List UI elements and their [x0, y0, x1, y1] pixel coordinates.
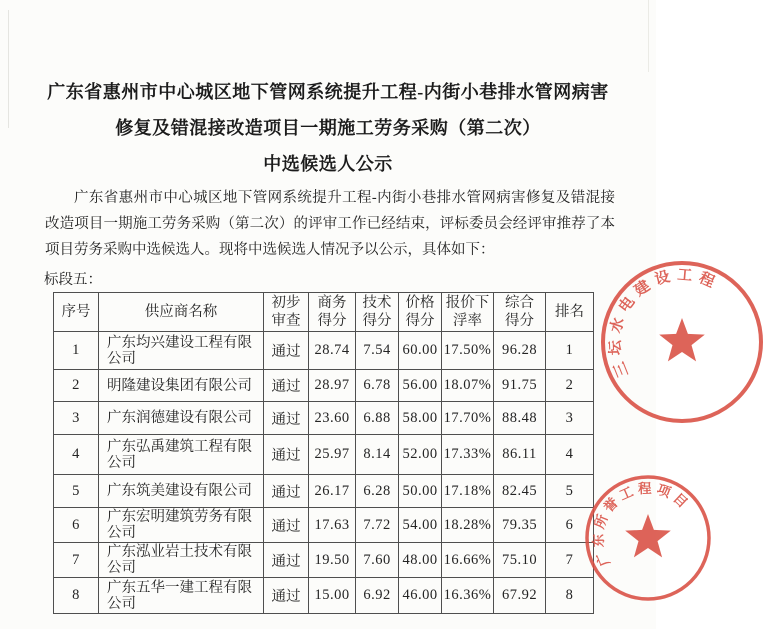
col-header-business-score: 商务 得分: [309, 293, 356, 332]
cell-business: 28.74: [309, 332, 356, 370]
table-row: [54, 543, 594, 578]
table-row: [54, 508, 594, 543]
cell-discount: 16.66%: [442, 543, 494, 578]
cell-rank: 3: [546, 402, 594, 435]
cell-tech: 6.28: [356, 475, 399, 508]
cell-supplier: 广东泓业岩土技术有限公司: [99, 543, 264, 578]
cell-rank: 2: [546, 370, 594, 402]
title-line-3: 中选候选人公示: [263, 154, 393, 174]
cell-supplier: 广东筑美建设有限公司: [99, 475, 264, 508]
cell-price: 54.00: [399, 508, 442, 543]
cell-price: 60.00: [399, 332, 442, 370]
cell-tech: 7.72: [356, 508, 399, 543]
cell-no: 7: [54, 543, 99, 578]
cell-no: 3: [54, 402, 99, 435]
cell-business: 15.00: [309, 578, 356, 614]
page-title: [0, 74, 656, 182]
cell-rank: 6: [546, 508, 594, 543]
cell-business: 28.97: [309, 370, 356, 402]
cell-total: 88.48: [494, 402, 546, 435]
cell-rank: 8: [546, 578, 594, 614]
table-row: [54, 332, 594, 370]
cell-total: 91.75: [494, 370, 546, 402]
score-table: [53, 292, 594, 614]
title-line-2: 修复及错混接改造项目一期施工劳务采购（第二次）: [115, 118, 541, 138]
cell-tech: 8.14: [356, 435, 399, 475]
col-header-no: 序号: [54, 293, 99, 332]
cell-review: 通过: [264, 543, 309, 578]
cell-review: 通过: [264, 508, 309, 543]
cell-discount: 17.33%: [442, 435, 494, 475]
star-icon: [625, 514, 671, 557]
cell-discount: 18.28%: [442, 508, 494, 543]
col-header-total-score: 综合 得分: [494, 293, 546, 332]
scan-edge-line-right: [648, 0, 649, 72]
cell-price: 50.00: [399, 475, 442, 508]
cell-review: 通过: [264, 578, 309, 614]
table-row: [54, 370, 594, 402]
col-header-preliminary-review: 初步 审查: [264, 293, 309, 332]
cell-no: 6: [54, 508, 99, 543]
table-row: [54, 402, 594, 435]
title-line-1: 广东省惠州市中心城区地下管网系统提升工程-内街小巷排水管网病害: [47, 82, 609, 102]
cell-review: 通过: [264, 370, 309, 402]
cell-tech: 6.78: [356, 370, 399, 402]
cell-discount: 17.18%: [442, 475, 494, 508]
cell-review: 通过: [264, 435, 309, 475]
cell-no: 1: [54, 332, 99, 370]
cell-supplier: 广东弘禹建筑工程有限公司: [99, 435, 264, 475]
company-seal-lower: [580, 472, 720, 612]
cell-tech: 7.54: [356, 332, 399, 370]
cell-rank: 4: [546, 435, 594, 475]
col-header-discount-rate: 报价下 浮率: [442, 293, 494, 332]
company-seal-upper: [598, 258, 768, 428]
cell-rank: 7: [546, 543, 594, 578]
cell-no: 8: [54, 578, 99, 614]
cell-total: 75.10: [494, 543, 546, 578]
cell-rank: 5: [546, 475, 594, 508]
col-header-rank: 排名: [546, 293, 594, 332]
table-row: [54, 435, 594, 475]
cell-price: 46.00: [399, 578, 442, 614]
col-header-price-score: 价格 得分: [399, 293, 442, 332]
cell-tech: 7.60: [356, 543, 399, 578]
cell-tech: 6.88: [356, 402, 399, 435]
cell-total: 79.35: [494, 508, 546, 543]
col-header-supplier: 供应商名称: [99, 293, 264, 332]
cell-supplier: 广东宏明建筑劳务有限公司: [99, 508, 264, 543]
svg-text:三坛水电建设工程: [607, 266, 723, 380]
cell-discount: 16.36%: [442, 578, 494, 614]
cell-total: 96.28: [494, 332, 546, 370]
cell-price: 56.00: [399, 370, 442, 402]
cell-total: 86.11: [494, 435, 546, 475]
cell-business: 19.50: [309, 543, 356, 578]
cell-rank: 1: [546, 332, 594, 370]
cell-business: 25.97: [309, 435, 356, 475]
cell-no: 4: [54, 435, 99, 475]
cell-no: 2: [54, 370, 99, 402]
cell-discount: 17.70%: [442, 402, 494, 435]
cell-business: 17.63: [309, 508, 356, 543]
cell-discount: 17.50%: [442, 332, 494, 370]
cell-tech: 6.92: [356, 578, 399, 614]
cell-business: 23.60: [309, 402, 356, 435]
cell-no: 5: [54, 475, 99, 508]
table-header-row: [54, 293, 594, 332]
col-header-technical-score: 技术 得分: [356, 293, 399, 332]
cell-review: 通过: [264, 475, 309, 508]
cell-total: 67.92: [494, 578, 546, 614]
table-row: [54, 475, 594, 508]
intro-paragraph: 广东省惠州市中心城区地下管网系统提升工程-内街小巷排水管网病害修复及错混接改造项目一期施工劳务采购（第二次）的评审工作已经结束，评标委员会经评审推荐了本项目劳务采购中选候选人。现将中选候选人情况予以公示，具体如下：: [45, 190, 615, 258]
cell-review: 通过: [264, 332, 309, 370]
table-row: [54, 578, 594, 614]
cell-supplier: 广东均兴建设工程有限公司: [99, 332, 264, 370]
cell-business: 26.17: [309, 475, 356, 508]
cell-price: 52.00: [399, 435, 442, 475]
seal-arc-text: 广东所誉工程项目: [590, 480, 694, 569]
cell-price: 58.00: [399, 402, 442, 435]
cell-supplier: 广东五华一建工程有限公司: [99, 578, 264, 614]
svg-text:广东所誉工程项目: [590, 480, 694, 569]
cell-total: 82.45: [494, 475, 546, 508]
section-label: 标段五：: [44, 272, 102, 288]
cell-supplier: 明隆建设集团有限公司: [99, 370, 264, 402]
star-icon: [659, 318, 705, 361]
cell-discount: 18.07%: [442, 370, 494, 402]
cell-supplier: 广东润德建设有限公司: [99, 402, 264, 435]
seal-arc-text: 三坛水电建设工程: [606, 266, 723, 380]
cell-price: 48.00: [399, 543, 442, 578]
cell-review: 通过: [264, 402, 309, 435]
